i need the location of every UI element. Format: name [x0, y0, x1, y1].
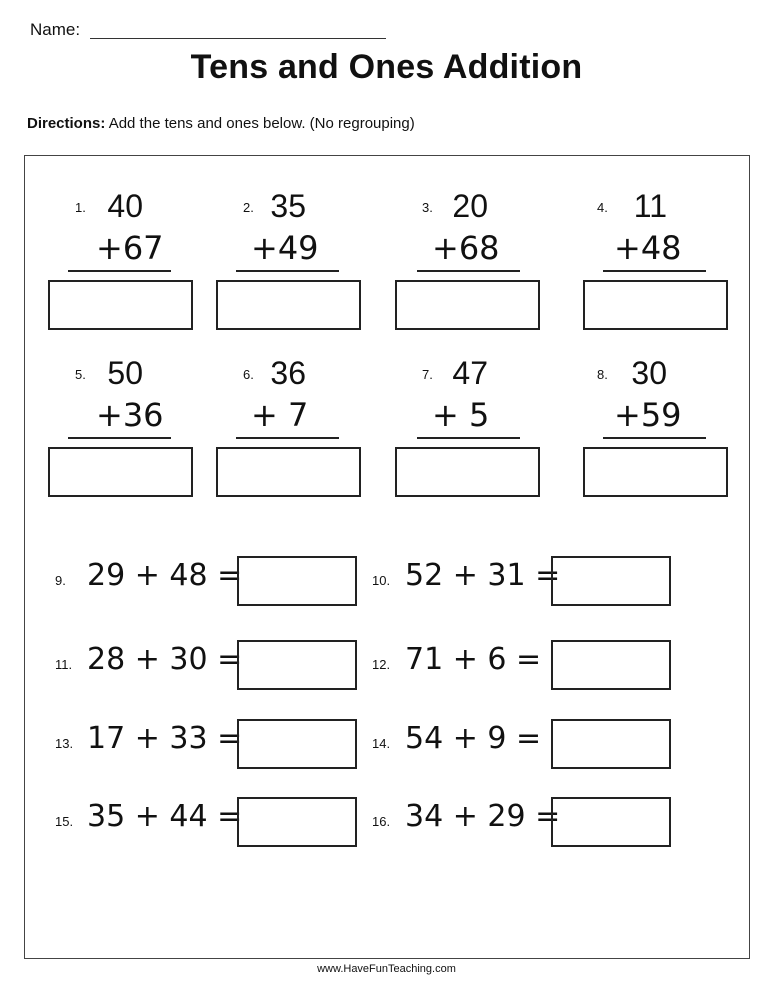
- answer-box[interactable]: [237, 640, 357, 690]
- problem-10: [372, 556, 672, 606]
- problem-number: 1.: [75, 200, 86, 215]
- problem-4: [583, 162, 733, 322]
- problem-bottom-number: +36: [96, 396, 164, 434]
- problem-expression: 29 + 48 =: [87, 558, 243, 593]
- problem-13: [55, 719, 360, 769]
- answer-box[interactable]: [395, 447, 540, 497]
- answer-box[interactable]: [48, 447, 193, 497]
- problem-number: 15.: [55, 814, 74, 829]
- sum-line: [68, 437, 171, 439]
- problem-number: 9.: [55, 573, 66, 588]
- problem-2: [216, 162, 366, 322]
- directions: [27, 115, 415, 132]
- problem-expression: 52 + 31 =: [405, 558, 561, 593]
- problem-top-number: 40: [107, 188, 143, 224]
- footer-url: www.HaveFunTeaching.com: [317, 963, 456, 975]
- problem-bottom-number: +48: [614, 229, 682, 267]
- answer-box[interactable]: [551, 797, 671, 847]
- name-field[interactable]: [90, 38, 386, 39]
- problem-bottom-number: + 7: [251, 396, 309, 434]
- problem-top-number: 35: [270, 188, 306, 224]
- answer-box[interactable]: [48, 280, 193, 330]
- problem-number: 7.: [422, 367, 433, 382]
- problem-bottom-number: +59: [614, 396, 682, 434]
- problem-top-number: 30: [631, 355, 667, 391]
- problem-16: [372, 797, 672, 847]
- problem-number: 11.: [55, 657, 73, 672]
- answer-box[interactable]: [237, 556, 357, 606]
- problem-number: 4.: [597, 200, 608, 215]
- sum-line: [417, 437, 520, 439]
- problem-14: [372, 719, 672, 769]
- problem-number: 6.: [243, 367, 254, 382]
- sum-line: [603, 437, 706, 439]
- answer-box[interactable]: [395, 280, 540, 330]
- problem-expression: 54 + 9 =: [405, 721, 542, 756]
- problem-number: 10.: [372, 573, 391, 588]
- answer-box[interactable]: [237, 719, 357, 769]
- problem-bottom-number: + 5: [432, 396, 490, 434]
- sum-line: [236, 437, 339, 439]
- problem-expression: 71 + 6 =: [405, 642, 542, 677]
- problem-top-number: 50: [107, 355, 143, 391]
- sum-line: [68, 270, 171, 272]
- sum-line: [417, 270, 520, 272]
- answer-box[interactable]: [237, 797, 357, 847]
- problem-bottom-number: +68: [432, 229, 500, 267]
- problem-expression: 35 + 44 =: [87, 799, 243, 834]
- problem-top-number: 47: [452, 355, 488, 391]
- problem-number: 13.: [55, 736, 74, 751]
- problem-top-number: 36: [270, 355, 306, 391]
- directions-label: Directions:: [27, 115, 106, 132]
- problem-top-number: 11: [633, 188, 667, 224]
- problem-bottom-number: +67: [96, 229, 164, 267]
- name-label: Name:: [30, 20, 81, 39]
- problem-number: 2.: [243, 200, 254, 215]
- problem-5: [48, 329, 198, 489]
- problem-11: [55, 640, 360, 690]
- answer-box[interactable]: [583, 280, 728, 330]
- problem-expression: 34 + 29 =: [405, 799, 561, 834]
- problem-6: [216, 329, 366, 489]
- problem-number: 3.: [422, 200, 433, 215]
- problem-3: [395, 162, 545, 322]
- answer-box[interactable]: [583, 447, 728, 497]
- answer-box[interactable]: [551, 640, 671, 690]
- problem-top-number: 20: [452, 188, 488, 224]
- problem-9: [55, 556, 360, 606]
- page-title: Tens and Ones Addition: [190, 48, 583, 86]
- problem-8: [583, 329, 733, 489]
- problem-number: 8.: [597, 367, 608, 382]
- problem-expression: 28 + 30 =: [87, 642, 243, 677]
- problem-number: 5.: [75, 367, 86, 382]
- problem-7: [395, 329, 545, 489]
- sum-line: [603, 270, 706, 272]
- answer-box[interactable]: [216, 447, 361, 497]
- problem-number: 16.: [372, 814, 391, 829]
- sum-line: [236, 270, 339, 272]
- problem-number: 14.: [372, 736, 391, 751]
- answer-box[interactable]: [551, 556, 671, 606]
- directions-text: Add the tens and ones below. (No regrouping): [105, 115, 415, 132]
- problem-12: [372, 640, 672, 690]
- problem-expression: 17 + 33 =: [87, 721, 243, 756]
- answer-box[interactable]: [551, 719, 671, 769]
- problem-15: [55, 797, 360, 847]
- problem-bottom-number: +49: [251, 229, 319, 267]
- answer-box[interactable]: [216, 280, 361, 330]
- problem-1: [48, 162, 198, 322]
- problem-number: 12.: [372, 657, 391, 672]
